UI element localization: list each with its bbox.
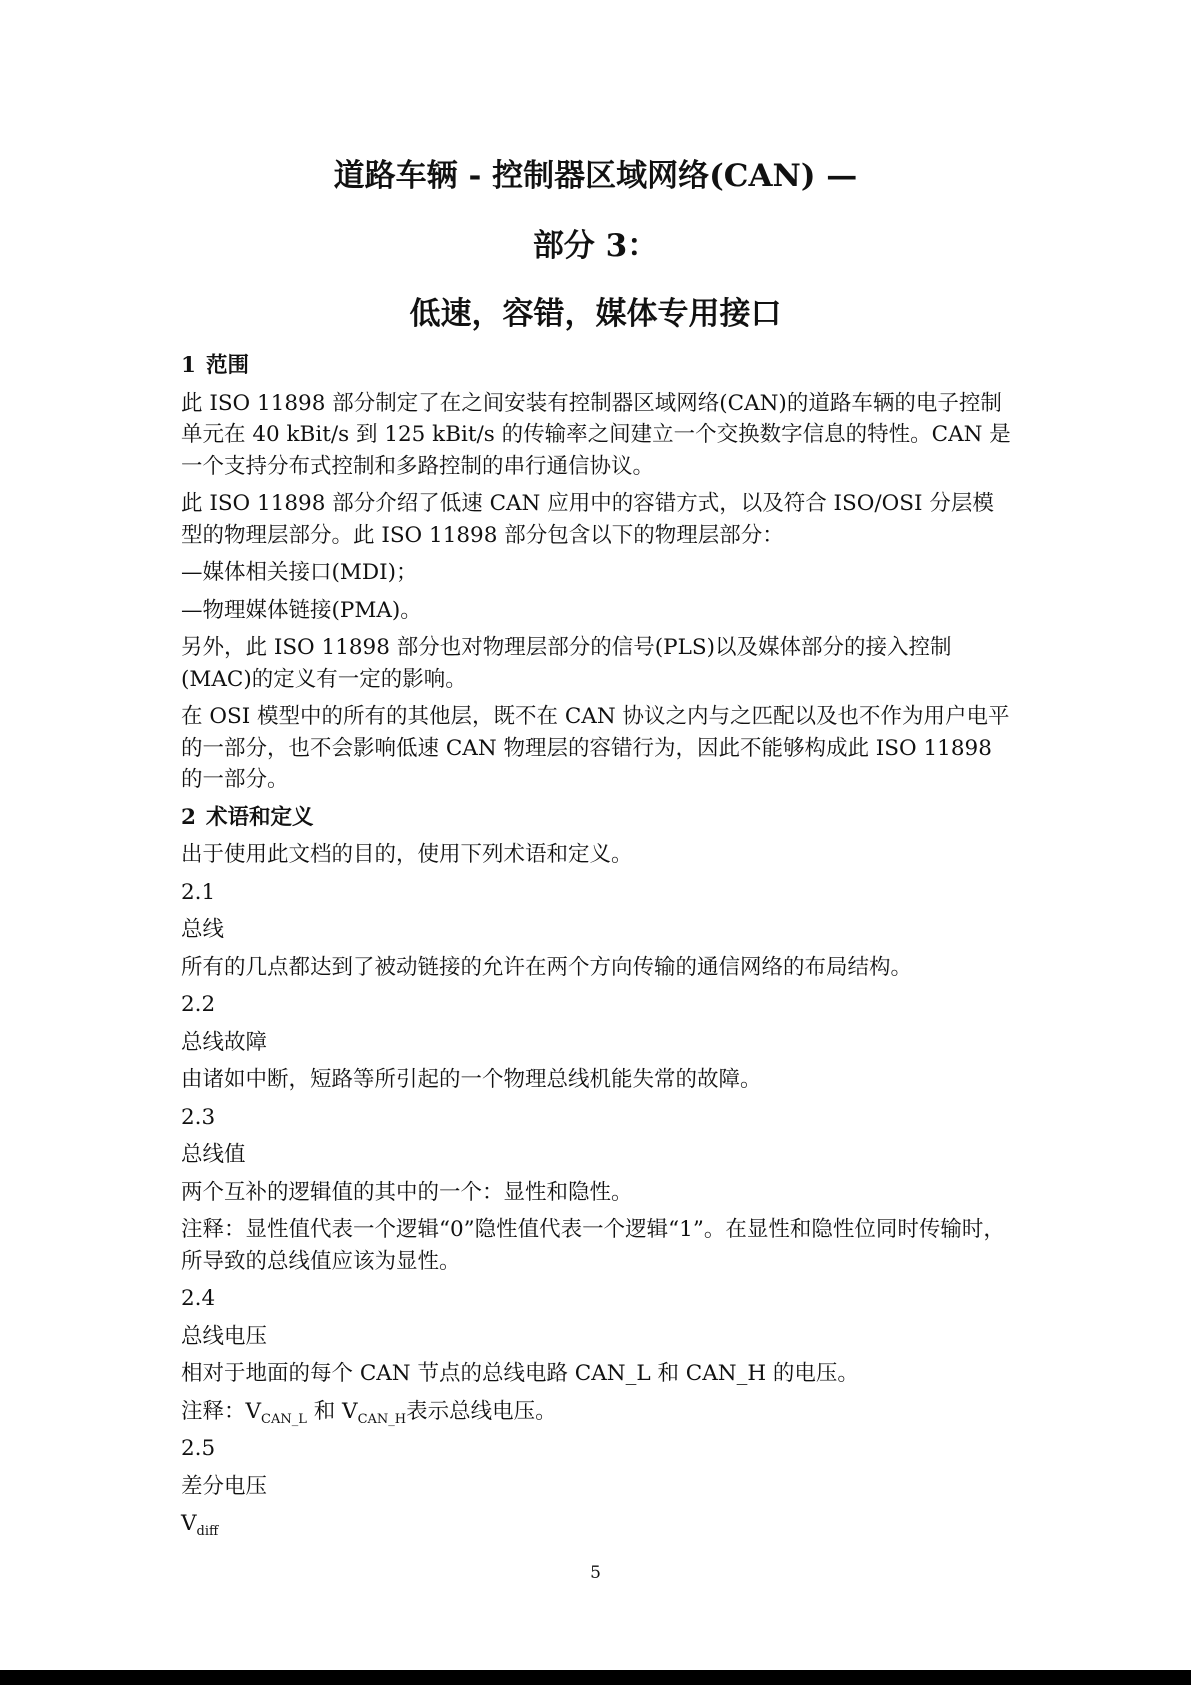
definition-text: 由诸如中断，短路等所引起的一个物理总线机能失常的故障。 — [181, 1067, 762, 1092]
document-subtitle: 低速，容错，媒体专用接口 — [409, 296, 782, 332]
symbol-base: V — [181, 1511, 197, 1536]
section-heading-terms — [181, 802, 1011, 834]
definition-number: 2.5 — [181, 1436, 216, 1461]
definition-number: 2.4 — [181, 1286, 216, 1311]
definition-note: 注释：显性值代表一个逻辑“0”隐性值代表一个逻辑“1”。在显性和隐性位同时传输时，所导致的总线值应该为显性。 — [181, 1217, 1005, 1274]
definition-term: 总线值 — [181, 1142, 246, 1167]
note-prefix: 注释：V — [181, 1398, 262, 1424]
section-heading-scope — [181, 350, 1011, 382]
section-title: 范围 — [205, 353, 249, 378]
definition-note — [181, 1396, 1011, 1428]
document-body — [181, 350, 1011, 1546]
document-part-number: 部分 3： — [532, 228, 659, 264]
section-title: 术语和定义 — [205, 804, 314, 830]
definition-term: 总线电压 — [181, 1323, 268, 1349]
section-number: 1 — [181, 353, 196, 378]
definition-term: 差分电压 — [181, 1473, 268, 1499]
definition-term: 总线故障 — [181, 1029, 268, 1055]
paragraph: 在 OSI 模型中的所有的其他层，既不在 CAN 协议之内与之匹配以及也不作为用户电平的一部分，也不会影响低速 CAN 物理层的容错行为，因此不能够构成此 ISO 11898 的一部分。 — [181, 704, 1010, 792]
definition-text: 两个互补的逻辑值的其中的一个：显性和隐性。 — [181, 1179, 633, 1205]
definition-number: 2.3 — [181, 1104, 216, 1130]
definition-text: 相对于地面的每个 CAN 节点的总线电路 CAN_L 和 CAN_H 的电压。 — [181, 1361, 859, 1386]
note-middle: 和 V — [306, 1398, 358, 1424]
paragraph: 此 ISO 11898 部分介绍了低速 CAN 应用中的容错方式，以及符合 ISO/OSI 分层模型的物理层部分。此 ISO 11898 部分包含以下的物理层部分： — [181, 491, 994, 548]
note-suffix: 表示总线电压。 — [406, 1398, 557, 1424]
definition-number: 2.1 — [181, 879, 216, 905]
paragraph: 出于使用此文档的目的，使用下列术语和定义。 — [181, 842, 633, 867]
list-item: —物理媒体链接(PMA)。 — [181, 597, 422, 623]
section-number: 2 — [181, 804, 196, 830]
paragraph: 此 ISO 11898 部分制定了在之间安装有控制器区域网络(CAN)的道路车辆的电子控制单元在 40 kBit/s 到 125 kBit/s 的传输率之间建立一个交换数字信息的特性。CAN 是一个支持分布式控制和多路控制的串行通信协议。 — [181, 390, 1011, 479]
page-number: 5 — [590, 1563, 601, 1583]
definition-symbol — [181, 1508, 1011, 1540]
subscript-can-h: CAN_H — [357, 1411, 407, 1427]
definition-term: 总线 — [181, 917, 225, 942]
symbol-subscript: diff — [196, 1524, 219, 1539]
bottom-edge-bar — [0, 1670, 1191, 1685]
definition-number: 2.2 — [181, 992, 216, 1017]
definition-text: 所有的几点都达到了被动链接的允许在两个方向传输的通信网络的布局结构。 — [181, 954, 913, 980]
document-title: 道路车辆 - 控制器区域网络(CAN) — — [333, 158, 858, 194]
paragraph: 另外，此 ISO 11898 部分也对物理层部分的信号(PLS)以及媒体部分的接入控制(MAC)的定义有一定的影响。 — [181, 635, 952, 692]
list-item: —媒体相关接口(MDI)； — [181, 560, 418, 585]
subscript-can-l: CAN_L — [261, 1411, 307, 1427]
